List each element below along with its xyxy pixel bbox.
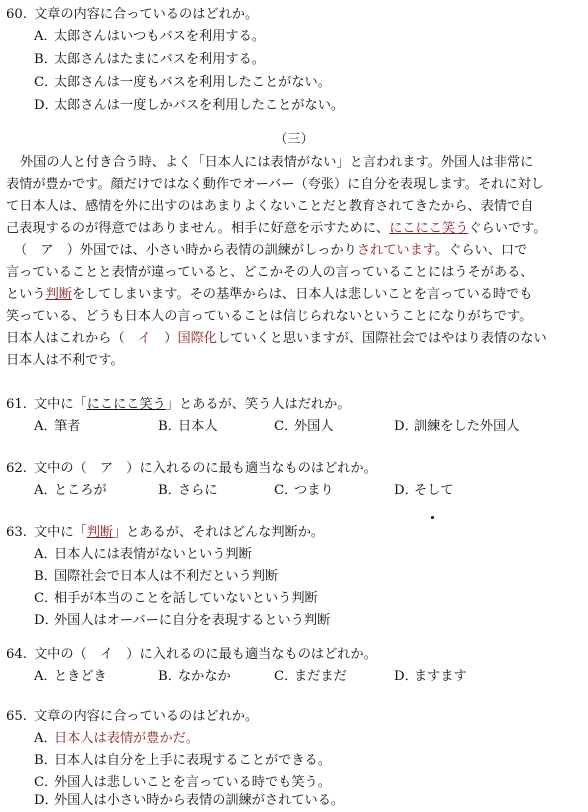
question-number: 62.: [6, 461, 27, 476]
option-letter: A．: [34, 731, 57, 746]
underlined-phrase: 判断: [45, 287, 72, 302]
option-text: つまり: [294, 483, 334, 498]
passage-line: て日本人は、感情を外に出すのはあまりよくないことだと教育されてきたから、表情で自: [6, 199, 534, 214]
passage-text: という: [6, 287, 46, 302]
option-letter: C．: [34, 75, 58, 90]
option-letter: A．: [34, 29, 57, 44]
passage-line: 日本人は不利です。: [6, 353, 124, 368]
highlighted-phrase: されています: [356, 243, 435, 258]
option-letter: B．: [34, 753, 57, 768]
question-64: [6, 644, 377, 666]
option-b[interactable]: [34, 750, 331, 772]
option-letter: C．: [274, 419, 298, 434]
option-text: 太郎さんはいつもバスを利用する。: [54, 29, 265, 44]
option-text: ときどき: [54, 669, 107, 684]
passage-line: [6, 240, 582, 262]
option-b[interactable]: [158, 666, 231, 688]
option-text: さらに: [178, 483, 218, 498]
blank-label: イ: [137, 331, 152, 346]
question-number: 63.: [6, 525, 27, 540]
passage-text: ）: [151, 331, 178, 346]
option-c[interactable]: [274, 416, 334, 438]
question-62: [6, 458, 377, 480]
passage-line: 言っていることと表情が違っていると、どこかその人の言っていることにはうそがある、: [6, 265, 534, 280]
option-c[interactable]: [274, 666, 347, 688]
question-65: [6, 706, 258, 728]
option-b[interactable]: [158, 480, 218, 502]
option-letter: C．: [34, 775, 58, 790]
option-letter: A．: [34, 547, 57, 562]
passage-text: ぐらいです。: [468, 221, 547, 236]
option-d[interactable]: [34, 95, 344, 117]
option-d[interactable]: [394, 480, 454, 502]
option-text: 相手が本当のことを話していないという判断: [54, 591, 318, 606]
option-text: 訓練をした外国人: [414, 419, 520, 434]
option-text: 日本人には表情がないという判断: [54, 547, 252, 562]
option-letter: A．: [34, 483, 57, 498]
passage-line: [6, 218, 582, 240]
option-text: 太郎さんはたまにバスを利用する。: [54, 52, 265, 67]
option-text: 外国人: [294, 419, 334, 434]
quoted-phrase: にこにこ笑う: [86, 397, 166, 412]
question-text: 文中の（ イ ）に入れるのに最も適当なものはどれか。: [34, 647, 377, 662]
option-text: 太郎さんは一度しかバスを利用したことがない。: [54, 98, 345, 113]
question-61: [6, 394, 351, 416]
option-letter: C．: [274, 669, 298, 684]
option-letter: A．: [34, 419, 57, 434]
passage-text: 己表現するのが得意ではありません。相手に好意を示すために、: [6, 221, 390, 236]
option-a[interactable]: [34, 480, 107, 502]
option-a[interactable]: [34, 416, 80, 438]
question-text: 」とあるが、それはどんな判断か。: [113, 525, 325, 540]
option-c[interactable]: [274, 480, 334, 502]
passage-line: [6, 284, 582, 306]
option-d[interactable]: [394, 666, 467, 688]
option-text: 日本人は自分を上手に表現することができる。: [54, 753, 331, 768]
option-letter: D．: [34, 98, 58, 113]
option-letter: C．: [34, 591, 58, 606]
question-text: 文章の内容に合っているのはどれか。: [34, 7, 259, 22]
option-letter: B．: [158, 419, 181, 434]
option-text: 日本人: [178, 419, 218, 434]
option-d[interactable]: [394, 416, 520, 438]
option-text: 筆者: [54, 419, 81, 434]
option-b[interactable]: [158, 416, 218, 438]
option-a[interactable]: [34, 728, 199, 750]
highlighted-phrase: 国際化: [177, 331, 217, 346]
option-letter: D．: [394, 483, 418, 498]
option-letter: D．: [394, 419, 418, 434]
question-text: 」とあるが、笑う人はだれか。: [165, 397, 351, 412]
underlined-phrase: にこにこ笑う: [389, 221, 469, 236]
option-d[interactable]: [34, 790, 344, 812]
option-text: 外国人は悲しいことを言っている時でも笑う。: [54, 775, 331, 790]
passage-text: していくと思いますが、国際社会ではやはり表情のない: [217, 331, 547, 346]
question-text: 文中の（ ア ）に入れるのに最も適当なものはどれか。: [34, 461, 377, 476]
question-number: 61.: [6, 397, 27, 412]
option-text: 太郎さんは一度もバスを利用したことがない。: [54, 75, 331, 90]
option-text: 外国人はオーバーに自分を表現するという判断: [54, 613, 331, 628]
question-number: 65.: [6, 709, 27, 724]
option-text: 日本人は表情が豊かだ。: [54, 731, 200, 746]
passage-line: 笑っている、どうも日本人の言っていることは信じられないということになりがちです。: [6, 309, 533, 324]
passage-text: （ ア ）外国では、小さい時から表情の訓練がしっかり: [14, 243, 357, 258]
option-text: 国際社会で日本人は不利だという判断: [54, 569, 279, 584]
option-c[interactable]: [34, 72, 331, 94]
option-text: 外国人は小さい時から表情の訓練がされている。: [54, 793, 345, 808]
option-c[interactable]: [34, 588, 318, 610]
option-letter: B．: [158, 669, 181, 684]
option-a[interactable]: [34, 26, 265, 48]
passage-line: [6, 328, 582, 350]
question-text: 文章の内容に合っているのはどれか。: [34, 709, 259, 724]
option-text: ところが: [54, 483, 107, 498]
question-63: [6, 522, 324, 544]
question-number: 64.: [6, 647, 27, 662]
ink-dot: [431, 516, 434, 519]
option-a[interactable]: [34, 666, 107, 688]
option-text: そして: [414, 483, 454, 498]
option-letter: D．: [394, 669, 418, 684]
question-60: [6, 4, 258, 26]
question-number: 60.: [6, 7, 27, 22]
option-letter: B．: [158, 483, 181, 498]
option-b[interactable]: [34, 49, 265, 71]
quoted-phrase: 判断: [86, 525, 114, 540]
option-b[interactable]: [34, 566, 278, 588]
option-letter: C．: [274, 483, 298, 498]
option-letter: B．: [34, 569, 57, 584]
option-letter: D．: [34, 613, 58, 628]
passage-line: 表情が豊かです。顔だけではなく動作でオーバー（夸张）に自分を表現します。それに対し: [6, 177, 544, 192]
option-letter: B．: [34, 52, 57, 67]
passage-text: 日本人はこれから（: [6, 331, 138, 346]
passage-line: 外国の人と付き合う時、よく「日本人には表情がない」と言われます。外国人は非常に: [20, 155, 534, 170]
option-text: なかなか: [178, 669, 231, 684]
passage-text: 。ぐらい、口で: [434, 243, 528, 258]
option-text: ますます: [414, 669, 467, 684]
section-heading: （三）: [274, 132, 314, 147]
question-text: 文中に「: [34, 397, 87, 412]
option-a[interactable]: [34, 544, 252, 566]
option-letter: D．: [34, 793, 58, 808]
option-letter: A．: [34, 669, 57, 684]
question-text: 文中に「: [34, 525, 87, 540]
option-d[interactable]: [34, 610, 330, 632]
option-text: まだまだ: [294, 669, 347, 684]
passage-text: をしてしまいます。その基準からは、日本人は悲しいことを言っている時でも: [71, 287, 533, 302]
